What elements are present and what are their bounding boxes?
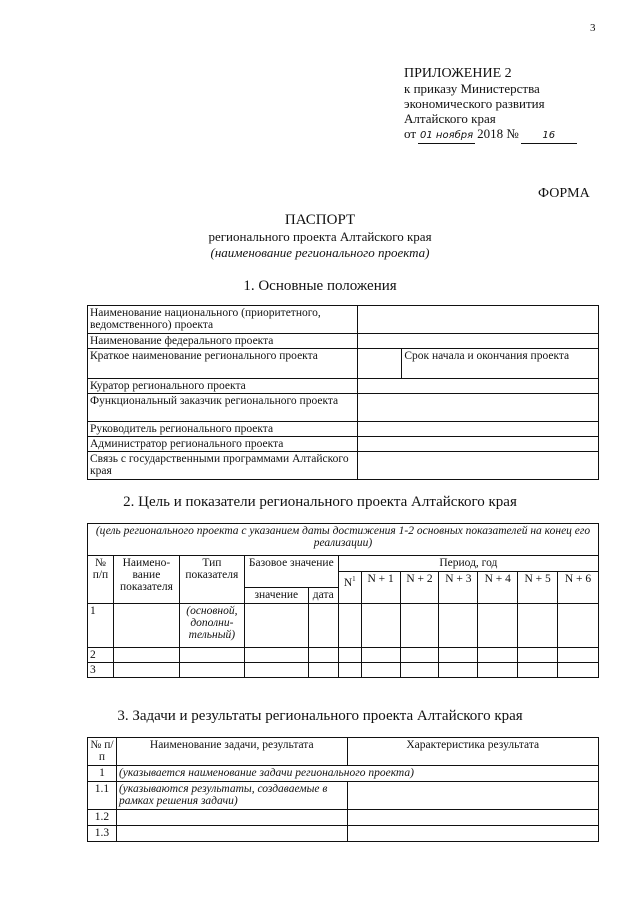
- appendix-block: [404, 66, 577, 144]
- table-cell: (указывается наименование задачи регионального проекта): [116, 766, 598, 782]
- col-header: значение: [244, 588, 308, 604]
- period-header: N + 1: [361, 572, 400, 604]
- table-cell: 1.3: [88, 826, 117, 842]
- section1-table: [87, 305, 599, 480]
- col-header: Характеристика результата: [347, 738, 599, 766]
- goal-cell: (цель регионального проекта с указанием даты достижения 1-2 основных показателей на конец его реализации): [88, 524, 599, 556]
- table-cell: Руководитель регионального проекта: [88, 422, 358, 437]
- section2-heading: 2. Цель и показатели регионального проекта Алтайского края: [123, 494, 517, 510]
- date-prefix: от: [404, 126, 417, 141]
- col-header: Наимено-вание показателя: [113, 556, 179, 604]
- col-header: Наименование задачи, результата: [116, 738, 347, 766]
- table-cell: Куратор регионального проекта: [88, 379, 358, 394]
- table-cell: (указываются результаты, создаваемые в рамках решения задачи): [116, 782, 347, 810]
- table-cell: Администратор регионального проекта: [88, 437, 358, 452]
- section3-heading: 3. Задачи и результаты регионального проекта Алтайского края: [117, 708, 523, 724]
- table-cell: 3: [88, 663, 114, 678]
- form-label: ФОРМА: [538, 186, 590, 201]
- col-header: № п/п: [88, 738, 117, 766]
- order-date-line: [404, 126, 577, 144]
- page-number: 3: [590, 22, 596, 34]
- passport-title-block: [0, 212, 640, 261]
- col-header: Период, год: [338, 556, 598, 572]
- table-cell: Срок начала и окончания проекта: [402, 349, 599, 379]
- period-header: N + 6: [558, 572, 599, 604]
- appendix-line: Алтайского края: [404, 111, 496, 126]
- appendix-line: к приказу Министерства: [404, 81, 540, 96]
- period-header: N + 5: [518, 572, 558, 604]
- period-header: N + 4: [478, 572, 518, 604]
- col-header: дата: [308, 588, 338, 604]
- table-cell: 1.2: [88, 810, 117, 826]
- period-header: N + 2: [400, 572, 439, 604]
- appendix-title: ПРИЛОЖЕНИЕ 2: [404, 66, 512, 81]
- section2-table: [87, 523, 599, 678]
- table-cell: (основной, дополни-тельный): [179, 604, 244, 648]
- table-cell: 1.1: [88, 782, 117, 810]
- handwritten-date: 01 ноября: [418, 128, 475, 144]
- passport-subtitle: регионального проекта Алтайского края: [208, 229, 432, 244]
- table-cell: Функциональный заказчик регионального проекта: [88, 394, 358, 422]
- col-header: Тип показателя: [179, 556, 244, 604]
- date-year: 2018 №: [477, 126, 519, 141]
- table-cell: Наименование федерального проекта: [88, 334, 358, 349]
- section1-heading: 1. Основные положения: [243, 278, 397, 294]
- table-cell: Краткое наименование регионального проекта: [88, 349, 358, 379]
- period-header: N + 3: [439, 572, 478, 604]
- handwritten-number: 16: [521, 128, 577, 144]
- table-cell: Связь с государственными программами Алтайского края: [88, 452, 358, 480]
- table-cell: 1: [88, 766, 117, 782]
- col-header: Базовое значение: [244, 556, 338, 588]
- passport-note: (наименование регионального проекта): [210, 245, 430, 260]
- col-header: № п/п: [88, 556, 114, 604]
- table-cell: 1: [88, 604, 114, 648]
- passport-title: ПАСПОРТ: [284, 212, 356, 228]
- period-header: $N^1$: [338, 572, 361, 604]
- section3-table: [87, 737, 599, 842]
- table-cell: 2: [88, 648, 114, 663]
- table-cell: Наименование национального (приоритетного, ведомственного) проекта: [88, 306, 358, 334]
- appendix-line: экономического развития: [404, 96, 545, 111]
